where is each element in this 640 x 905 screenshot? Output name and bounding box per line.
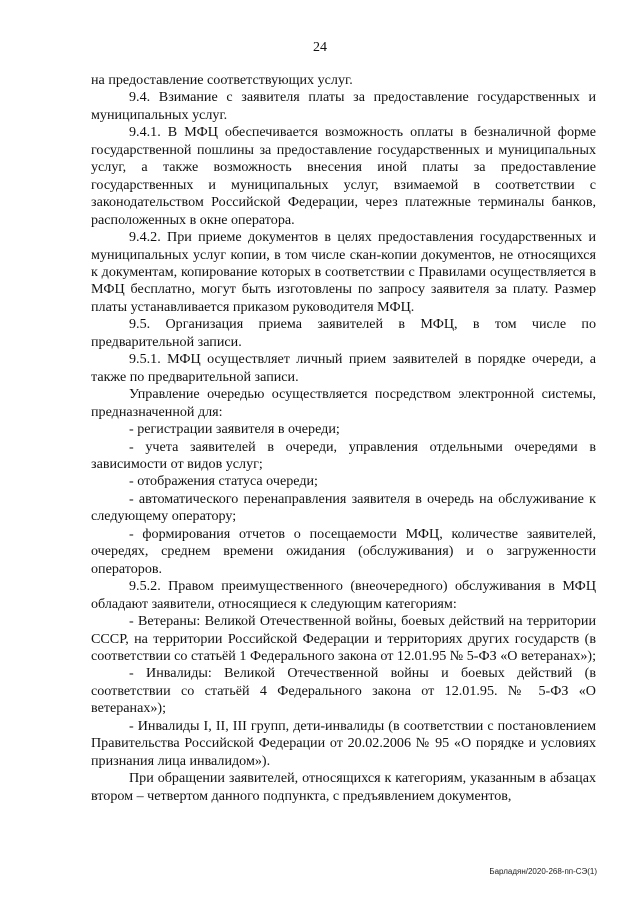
paragraph: - формирования отчетов о посещаемости МФЦ, количестве заявителей, очередях, среднем времени ожидания (обслуживания) и о загруженности операторов. bbox=[91, 525, 596, 577]
paragraph: - регистрации заявителя в очереди; bbox=[129, 421, 340, 438]
paragraph: 9.4.2. При приеме документов в целях предоставления государственных и муниципальных услуг копии, в том числе скан-копии документов, не относящихся к документам, копирование которых в соответствии с Правилами осуществляется в МФЦ бесплатно, могут быть изготовлены по запросу заявителя за плату. Размер платы устанавливается приказом руководителя МФЦ. bbox=[91, 229, 596, 315]
document-body bbox=[91, 72, 596, 805]
paragraph: - Ветераны: Великой Отечественной войны, боевых действий на территории СССР, на территории Российской Федерации и территориях других государств (в соответствии со статьёй 1 Федерального закона от 12.01.95 № 5-ФЗ «О ветеранах»); bbox=[91, 613, 596, 664]
paragraph: 9.5.1. МФЦ осуществляет личный прием заявителей в порядке очереди, а также по предварительной записи. bbox=[91, 351, 596, 385]
paragraph: - отображения статуса очереди; bbox=[129, 473, 318, 490]
paragraph: 9.5. Организация приема заявителей в МФЦ, в том числе по предварительной записи. bbox=[91, 316, 596, 350]
page-number: 24 bbox=[313, 40, 327, 55]
paragraph: При обращении заявителей, относящихся к категориям, указанным в абзацах втором – четвертом данного подпункта, с предъявлением документов, bbox=[91, 770, 596, 804]
paragraph: на предоставление соответствующих услуг. bbox=[91, 72, 353, 88]
document-footer-code: Барладян/2020-268-пп-СЭ(1) bbox=[489, 867, 597, 876]
paragraph: - автоматического перенаправления заявителя в очередь на обслуживание к следующему оператору; bbox=[91, 490, 596, 525]
paragraph: - Инвалиды: Великой Отечественной войны и боевых действий (в соответствии со статьёй 4 Федерального закона от 12.01.95. № 5-ФЗ «О ветеранах»); bbox=[91, 665, 596, 717]
paragraph: 9.5.2. Правом преимущественного (внеочередного) обслуживания в МФЦ обладают заявители, относящиеся к следующим категориям: bbox=[91, 578, 596, 612]
paragraph: Управление очередью осуществляется посредством электронной системы, предназначенной для: bbox=[91, 386, 596, 420]
paragraph: - учета заявителей в очереди, управления отдельными очередями в зависимости от видов услуг; bbox=[91, 438, 596, 472]
paragraph: 9.4.1. В МФЦ обеспечивается возможность оплаты в безналичной форме государственной пошлины за предоставление государственных и муниципальных услуг, а также возможность внесения иной платы за предоставление государственных и муниципальных услуг, взимаемой в соответствии с законодательством Российской Федерации, через платежные терминалы банков, расположенных в окне оператора. bbox=[91, 124, 596, 228]
paragraph: 9.4. Взимание с заявителя платы за предоставление государственных и муниципальных услуг. bbox=[91, 89, 596, 123]
paragraph: - Инвалиды I, II, III групп, дети-инвалиды (в соответствии с постановлением Правительства Российской Федерации от 20.02.2006 № 95 «О порядке и условиях признания лица инвалидом»). bbox=[91, 717, 596, 769]
